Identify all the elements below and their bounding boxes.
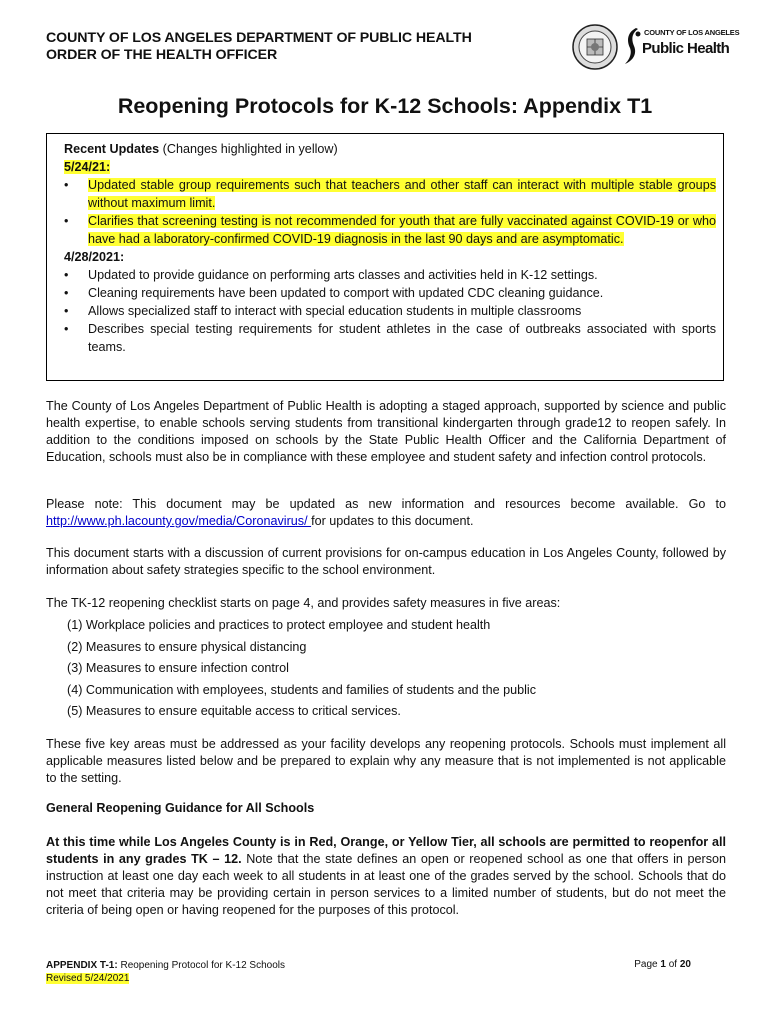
update-item-text: Updated to provide guidance on performing arts classes and activities held in K-12 settings.	[88, 268, 598, 282]
public-health-logo-icon	[622, 26, 644, 66]
page-total: 20	[679, 959, 691, 970]
update-note-paragraph	[46, 496, 726, 530]
recent-updates	[64, 140, 716, 356]
list-item: (4) Communication with employees, students and families of students and the public	[67, 682, 537, 697]
update-item	[64, 302, 716, 320]
update-item	[64, 320, 716, 356]
checklist-intro: The TK-12 reopening checklist starts on page 4, and provides safety measures in five areas:	[46, 596, 561, 610]
coronavirus-link[interactable]: http://www.ph.lacounty.gov/media/Coronavirus/	[46, 514, 312, 528]
logo-county-text: COUNTY OF LOS ANGELES	[644, 28, 740, 37]
safety-areas-list	[46, 615, 726, 723]
guidance-paragraph	[46, 834, 726, 919]
overview-paragraph: This document starts with a discussion of current provisions for on-campus education in Los Angeles County, followed by information about safety strategies specific to the school environment.	[46, 546, 726, 577]
update-item	[64, 284, 716, 302]
section-heading-text: General Reopening Guidance for All Schools	[46, 801, 315, 815]
footer-title: Reopening Protocol for K-12 Schools	[117, 960, 286, 971]
page-prefix: Page	[634, 959, 661, 970]
update-item-text: Describes special testing requirements for student athletes in the case of outbreaks associated with sports teams.	[88, 322, 716, 354]
checklist-paragraph	[46, 595, 726, 723]
intro-paragraph: The County of Los Angeles Department of Public Health is adopting a staged approach, supported by science and public health expertise, to enable schools serving students from transitional kindergarten through grade12 to reopen safely. In addition to the conditions imposed on schools by the State Public Health Officer and the California Department of Education, schools must also be in compliance with these employee and student safety and infection control protocols.	[46, 399, 726, 464]
page-of: of	[665, 959, 680, 970]
update-item-text: Allows specialized staff to interact with special education students in multiple classrooms	[88, 304, 582, 318]
bullet-icon: •	[64, 322, 69, 336]
county-seal-icon	[572, 24, 618, 70]
update-note-tail: for updates to this document.	[311, 514, 474, 528]
bullet-icon: •	[64, 304, 69, 318]
page-title: Reopening Protocols for K-12 Schools: Appendix T1	[117, 94, 653, 118]
update-item-text: Clarifies that screening testing is not recommended for youth that are fully vaccinated against COVID-19 or who have had a laboratory-confirmed COVID-19 diagnosis in the last 90 days and are asymptomatic.	[88, 214, 716, 246]
bullet-icon: •	[64, 178, 69, 192]
document-header	[46, 30, 472, 64]
bullet-icon: •	[64, 268, 69, 282]
list-item: (2) Measures to ensure physical distancing	[67, 639, 307, 654]
bullet-icon: •	[64, 214, 69, 228]
guidance-bold-text: At this time while Los Angeles County is in Red, Orange, or Yellow Tier, all schools are permitted to reopenfor all students in any grades TK – 12.	[46, 835, 726, 866]
page-number	[634, 959, 691, 970]
section-heading	[46, 800, 726, 817]
list-item: (5) Measures to ensure equitable access to critical services.	[67, 704, 401, 719]
logo-public-health-text: Public Health	[642, 40, 730, 57]
update-item	[64, 266, 716, 284]
list-item: (3) Measures to ensure infection control	[67, 661, 289, 676]
header-line-1: COUNTY OF LOS ANGELES DEPARTMENT OF PUBLIC HEALTH	[46, 30, 472, 46]
update-date-2: 4/28/2021:	[64, 250, 125, 264]
public-health-logo	[622, 26, 740, 66]
update-item	[64, 212, 716, 248]
footer-revised: Revised 5/24/2021	[46, 973, 130, 984]
update-item-text: Cleaning requirements have been updated to comport with updated CDC cleaning guidance.	[88, 286, 604, 300]
bullet-icon: •	[64, 286, 69, 300]
page-current: 1	[660, 959, 666, 970]
update-note-text: Please note: This document may be updated as new information and resources become available. Go to	[46, 497, 726, 511]
guidance-text: Note that the state defines an open or reopened school as one that offers in person instruction at least one day each week to all students in at least one of the grades served by the school. Schools that do not meet that criteria may be providing certain in person services to a limited number of students, but do not meet the criteria of being open or having reopened for the purposes of this protocol.	[46, 852, 726, 917]
key-areas-paragraph: These five key areas must be addressed as your facility develops any reopening protocols. Schools must implement all applicable measures listed below and be prepared to explain why any measure that is not implemented is not applicable to the setting.	[46, 737, 726, 785]
update-item	[64, 176, 716, 212]
updates-heading: Recent Updates	[64, 142, 160, 156]
header-line-2: ORDER OF THE HEALTH OFFICER	[46, 47, 278, 63]
update-date-1: 5/24/21:	[64, 160, 111, 174]
footer-label: APPENDIX T-1:	[46, 960, 118, 971]
list-item: (1) Workplace policies and practices to protect employee and student health	[67, 618, 491, 632]
updates-heading-note: (Changes highlighted in yellow)	[159, 142, 338, 156]
footer	[46, 959, 285, 985]
update-item-text: Updated stable group requirements such that teachers and other staff can interact with multiple stable groups without maximum limit.	[88, 178, 716, 210]
